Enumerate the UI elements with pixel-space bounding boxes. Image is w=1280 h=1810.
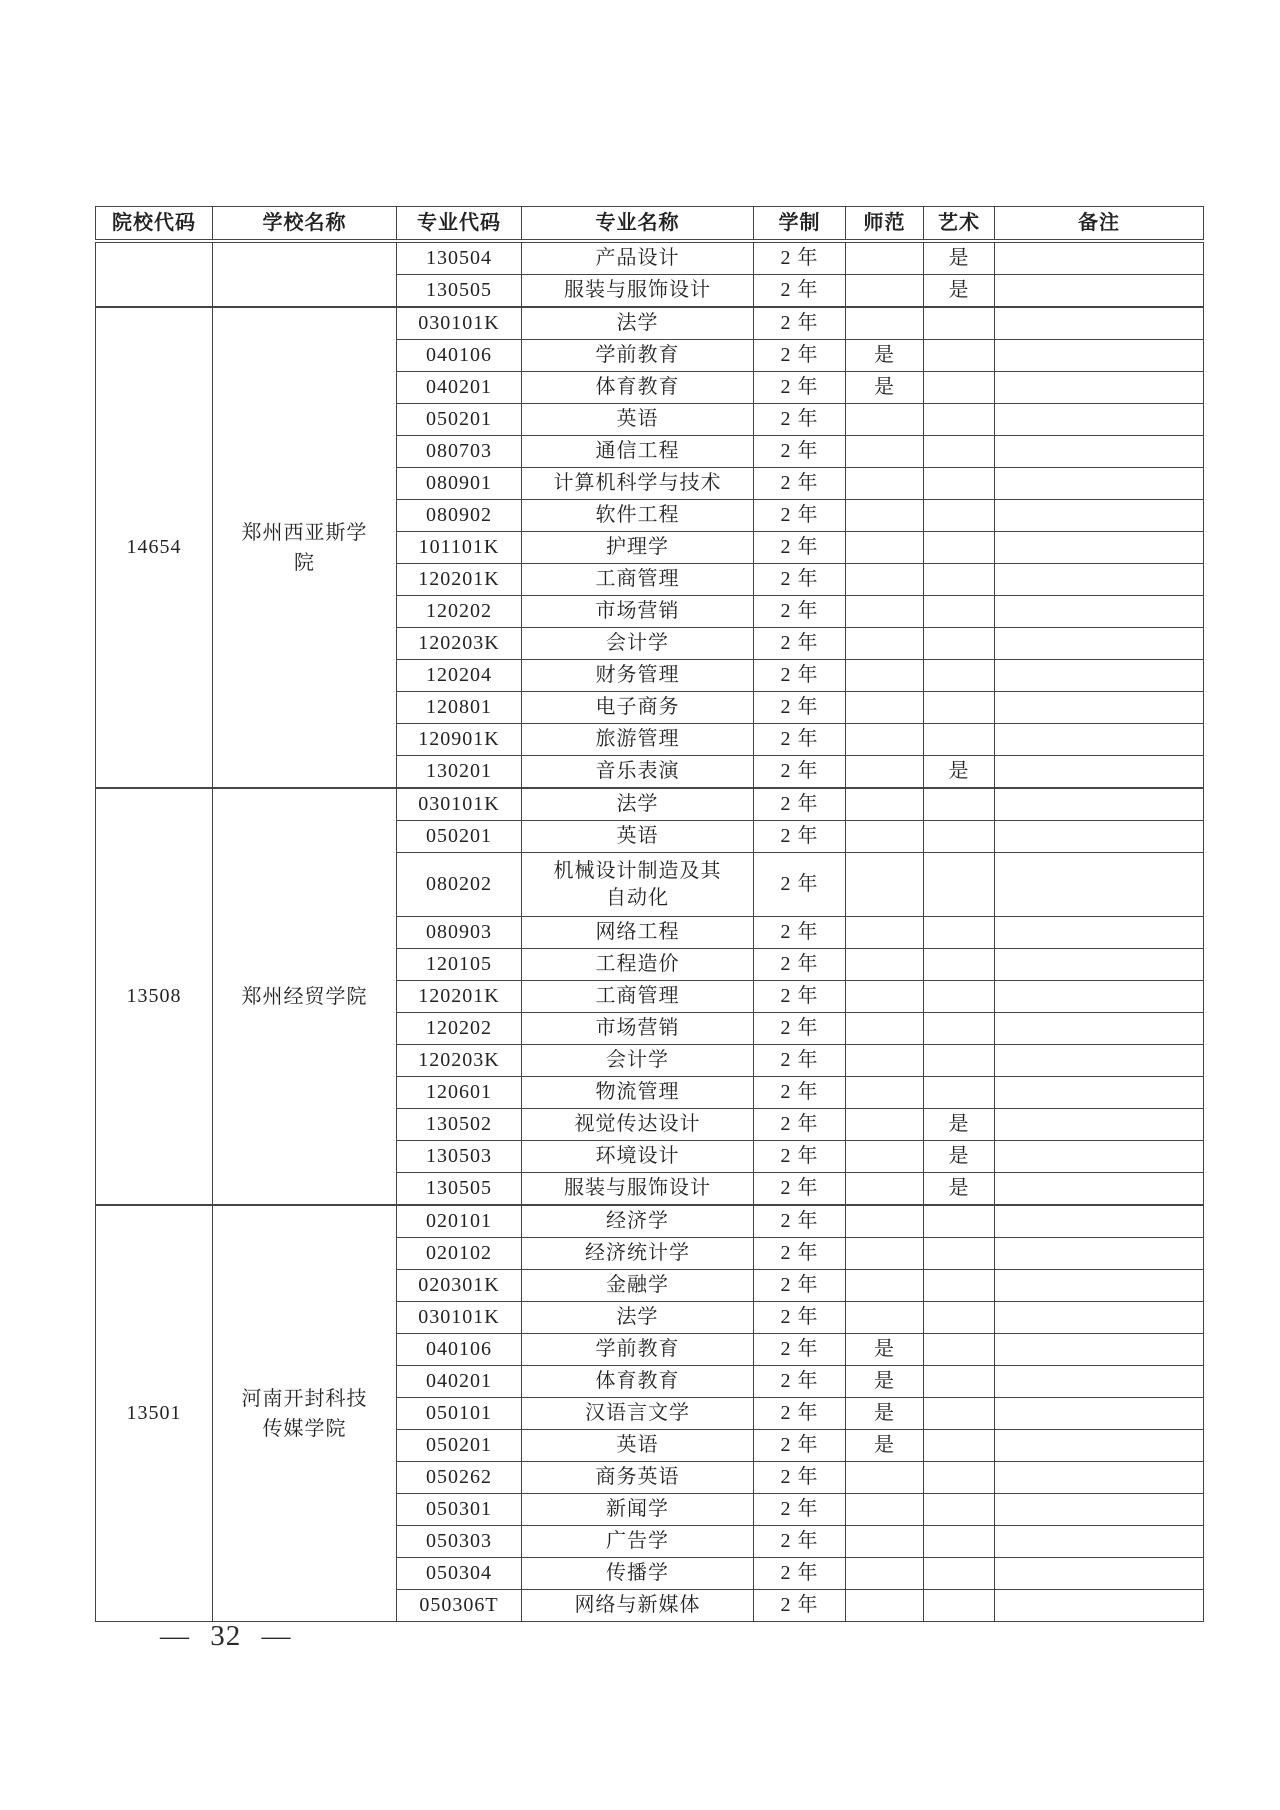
- major-code-cell: 120201K: [397, 981, 522, 1013]
- normal-flag-cell: 是: [846, 372, 924, 404]
- remark-cell: [995, 1238, 1204, 1270]
- remark-cell: [995, 1141, 1204, 1173]
- normal-flag-cell: [846, 1590, 924, 1622]
- table-row: [96, 788, 1204, 821]
- duration-cell: 2 年: [754, 564, 846, 596]
- remark-cell: [995, 1462, 1204, 1494]
- major-name-cell: 英语: [522, 1430, 754, 1462]
- art-flag-cell: [924, 724, 995, 756]
- major-name-cell: 体育教育: [522, 372, 754, 404]
- art-flag-cell: 是: [924, 1173, 995, 1206]
- column-header-4: 专业名称: [522, 207, 754, 242]
- major-code-cell: 050201: [397, 821, 522, 853]
- major-name-cell: 工程造价: [522, 949, 754, 981]
- duration-cell: 2 年: [754, 1398, 846, 1430]
- major-code-cell: 130503: [397, 1141, 522, 1173]
- normal-flag-cell: [846, 917, 924, 949]
- normal-flag-cell: [846, 1270, 924, 1302]
- remark-cell: [995, 340, 1204, 372]
- major-name-cell: 经济统计学: [522, 1238, 754, 1270]
- normal-flag-cell: 是: [846, 1334, 924, 1366]
- remark-cell: [995, 564, 1204, 596]
- major-code-cell: 030101K: [397, 1302, 522, 1334]
- school-code-cell: 14654: [96, 307, 213, 788]
- remark-cell: [995, 917, 1204, 949]
- major-name-cell: 传播学: [522, 1558, 754, 1590]
- duration-cell: 2 年: [754, 1494, 846, 1526]
- art-flag-cell: [924, 1302, 995, 1334]
- art-flag-cell: [924, 1462, 995, 1494]
- school-code-cell: 13501: [96, 1205, 213, 1622]
- school-name-text: 郑州经贸学院: [241, 985, 368, 1008]
- major-name-cell: 旅游管理: [522, 724, 754, 756]
- normal-flag-cell: [846, 756, 924, 789]
- normal-flag-cell: [846, 692, 924, 724]
- major-name-cell: 新闻学: [522, 1494, 754, 1526]
- normal-flag-cell: [846, 1462, 924, 1494]
- normal-flag-cell: [846, 660, 924, 692]
- major-name-cell: 英语: [522, 821, 754, 853]
- art-flag-cell: [924, 853, 995, 917]
- major-code-cell: 120202: [397, 1013, 522, 1045]
- normal-flag-cell: [846, 596, 924, 628]
- major-name-cell: 网络与新媒体: [522, 1590, 754, 1622]
- major-code-cell: 040201: [397, 1366, 522, 1398]
- art-flag-cell: [924, 1526, 995, 1558]
- remark-cell: [995, 1013, 1204, 1045]
- duration-cell: 2 年: [754, 1430, 846, 1462]
- remark-cell: [995, 756, 1204, 789]
- art-flag-cell: [924, 981, 995, 1013]
- duration-cell: 2 年: [754, 241, 846, 275]
- major-code-cell: 050303: [397, 1526, 522, 1558]
- column-header-7: 艺术: [924, 207, 995, 242]
- remark-cell: [995, 1430, 1204, 1462]
- major-code-cell: 130502: [397, 1109, 522, 1141]
- duration-cell: 2 年: [754, 1366, 846, 1398]
- remark-cell: [995, 1334, 1204, 1366]
- major-name-cell: 通信工程: [522, 436, 754, 468]
- major-name-cell: 经济学: [522, 1205, 754, 1238]
- normal-flag-cell: [846, 275, 924, 308]
- remark-cell: [995, 981, 1204, 1013]
- normal-flag-cell: [846, 564, 924, 596]
- duration-cell: 2 年: [754, 628, 846, 660]
- art-flag-cell: [924, 596, 995, 628]
- normal-flag-cell: [846, 1109, 924, 1141]
- remark-cell: [995, 275, 1204, 308]
- major-code-cell: 020301K: [397, 1270, 522, 1302]
- normal-flag-cell: [846, 307, 924, 340]
- art-flag-cell: [924, 532, 995, 564]
- remark-cell: [995, 1558, 1204, 1590]
- major-name-cell: 法学: [522, 1302, 754, 1334]
- art-flag-cell: [924, 949, 995, 981]
- remark-cell: [995, 436, 1204, 468]
- duration-cell: 2 年: [754, 821, 846, 853]
- major-code-cell: 020102: [397, 1238, 522, 1270]
- major-code-cell: 080703: [397, 436, 522, 468]
- major-name-cell: 电子商务: [522, 692, 754, 724]
- major-code-cell: 120203K: [397, 1045, 522, 1077]
- major-code-cell: 120801: [397, 692, 522, 724]
- table-header: [96, 207, 1204, 242]
- major-code-cell: 120601: [397, 1077, 522, 1109]
- major-code-cell: 080903: [397, 917, 522, 949]
- column-header-8: 备注: [995, 207, 1204, 242]
- duration-cell: 2 年: [754, 756, 846, 789]
- school-name-cell: [213, 307, 397, 788]
- remark-cell: [995, 1494, 1204, 1526]
- art-flag-cell: [924, 468, 995, 500]
- art-flag-cell: [924, 404, 995, 436]
- art-flag-cell: [924, 1013, 995, 1045]
- normal-flag-cell: [846, 468, 924, 500]
- school-name-text: 郑州西亚斯学院: [241, 521, 368, 574]
- major-code-cell: 040106: [397, 340, 522, 372]
- normal-flag-cell: [846, 821, 924, 853]
- major-code-cell: 050201: [397, 1430, 522, 1462]
- art-flag-cell: 是: [924, 241, 995, 275]
- duration-cell: 2 年: [754, 853, 846, 917]
- art-flag-cell: [924, 564, 995, 596]
- remark-cell: [995, 853, 1204, 917]
- duration-cell: 2 年: [754, 917, 846, 949]
- duration-cell: 2 年: [754, 1141, 846, 1173]
- major-code-cell: 120202: [397, 596, 522, 628]
- major-name-cell: 市场营销: [522, 596, 754, 628]
- duration-cell: 2 年: [754, 788, 846, 821]
- major-code-cell: 020101: [397, 1205, 522, 1238]
- remark-cell: [995, 1270, 1204, 1302]
- duration-cell: 2 年: [754, 724, 846, 756]
- major-code-cell: 050201: [397, 404, 522, 436]
- remark-cell: [995, 468, 1204, 500]
- art-flag-cell: [924, 340, 995, 372]
- duration-cell: 2 年: [754, 1077, 846, 1109]
- major-name-cell: 财务管理: [522, 660, 754, 692]
- duration-cell: 2 年: [754, 532, 846, 564]
- normal-flag-cell: [846, 1045, 924, 1077]
- header-row: [96, 207, 1204, 242]
- major-code-cell: 050304: [397, 1558, 522, 1590]
- remark-cell: [995, 241, 1204, 275]
- table-row: [96, 241, 1204, 275]
- remark-cell: [995, 1590, 1204, 1622]
- major-name-cell: 广告学: [522, 1526, 754, 1558]
- art-flag-cell: [924, 1398, 995, 1430]
- remark-cell: [995, 596, 1204, 628]
- major-name-cell: 环境设计: [522, 1141, 754, 1173]
- art-flag-cell: [924, 307, 995, 340]
- major-name-cell: 商务英语: [522, 1462, 754, 1494]
- school-code-cell: 13508: [96, 788, 213, 1205]
- art-flag-cell: [924, 1558, 995, 1590]
- normal-flag-cell: [846, 436, 924, 468]
- art-flag-cell: [924, 1045, 995, 1077]
- art-flag-cell: [924, 1205, 995, 1238]
- remark-cell: [995, 1077, 1204, 1109]
- normal-flag-cell: [846, 1205, 924, 1238]
- major-code-cell: 130201: [397, 756, 522, 789]
- art-flag-cell: 是: [924, 1141, 995, 1173]
- major-name-cell: 市场营销: [522, 1013, 754, 1045]
- major-code-cell: 050306T: [397, 1590, 522, 1622]
- major-name-cell: 服装与服饰设计: [522, 275, 754, 308]
- duration-cell: 2 年: [754, 1302, 846, 1334]
- normal-flag-cell: 是: [846, 1366, 924, 1398]
- table-row: [96, 1205, 1204, 1238]
- remark-cell: [995, 660, 1204, 692]
- duration-cell: 2 年: [754, 1526, 846, 1558]
- duration-cell: 2 年: [754, 1238, 846, 1270]
- major-name-cell: 体育教育: [522, 1366, 754, 1398]
- major-name-text: 机械设计制造及其自动化: [553, 859, 722, 909]
- remark-cell: [995, 788, 1204, 821]
- remark-cell: [995, 1366, 1204, 1398]
- duration-cell: 2 年: [754, 1109, 846, 1141]
- normal-flag-cell: [846, 532, 924, 564]
- major-name-cell: 产品设计: [522, 241, 754, 275]
- major-name-cell: 学前教育: [522, 340, 754, 372]
- remark-cell: [995, 949, 1204, 981]
- duration-cell: 2 年: [754, 596, 846, 628]
- major-name-cell: 网络工程: [522, 917, 754, 949]
- normal-flag-cell: 是: [846, 1398, 924, 1430]
- duration-cell: 2 年: [754, 1013, 846, 1045]
- major-code-cell: 050101: [397, 1398, 522, 1430]
- major-code-cell: 120201K: [397, 564, 522, 596]
- art-flag-cell: [924, 917, 995, 949]
- remark-cell: [995, 1045, 1204, 1077]
- normal-flag-cell: [846, 1173, 924, 1206]
- column-header-2: 学校名称: [213, 207, 397, 242]
- major-name-cell: 会计学: [522, 628, 754, 660]
- remark-cell: [995, 628, 1204, 660]
- duration-cell: 2 年: [754, 307, 846, 340]
- remark-cell: [995, 1398, 1204, 1430]
- duration-cell: 2 年: [754, 404, 846, 436]
- art-flag-cell: 是: [924, 275, 995, 308]
- major-name-cell: 汉语言文学: [522, 1398, 754, 1430]
- duration-cell: 2 年: [754, 1205, 846, 1238]
- normal-flag-cell: [846, 241, 924, 275]
- art-flag-cell: [924, 1590, 995, 1622]
- major-code-cell: 130505: [397, 275, 522, 308]
- major-code-cell: 030101K: [397, 307, 522, 340]
- table-container: [95, 206, 1204, 1622]
- duration-cell: 2 年: [754, 981, 846, 1013]
- remark-cell: [995, 532, 1204, 564]
- art-flag-cell: [924, 372, 995, 404]
- major-name-cell: 学前教育: [522, 1334, 754, 1366]
- major-name-cell: 视觉传达设计: [522, 1109, 754, 1141]
- major-name-cell: 软件工程: [522, 500, 754, 532]
- major-code-cell: 040201: [397, 372, 522, 404]
- duration-cell: 2 年: [754, 660, 846, 692]
- art-flag-cell: [924, 628, 995, 660]
- normal-flag-cell: [846, 1013, 924, 1045]
- major-name-cell: 音乐表演: [522, 756, 754, 789]
- school-name-cell: [213, 788, 397, 1205]
- normal-flag-cell: [846, 1494, 924, 1526]
- art-flag-cell: 是: [924, 1109, 995, 1141]
- duration-cell: 2 年: [754, 500, 846, 532]
- duration-cell: 2 年: [754, 372, 846, 404]
- art-flag-cell: [924, 821, 995, 853]
- page-number: — 32 —: [160, 1620, 292, 1652]
- column-header-3: 专业代码: [397, 207, 522, 242]
- major-code-cell: 080902: [397, 500, 522, 532]
- remark-cell: [995, 821, 1204, 853]
- school-name-cell: [213, 241, 397, 307]
- art-flag-cell: [924, 1077, 995, 1109]
- major-name-cell: 英语: [522, 404, 754, 436]
- normal-flag-cell: [846, 1558, 924, 1590]
- major-name-cell: 法学: [522, 307, 754, 340]
- art-flag-cell: [924, 1494, 995, 1526]
- majors-table: [95, 206, 1204, 1622]
- normal-flag-cell: [846, 1141, 924, 1173]
- duration-cell: 2 年: [754, 1590, 846, 1622]
- duration-cell: 2 年: [754, 340, 846, 372]
- major-code-cell: 080202: [397, 853, 522, 917]
- remark-cell: [995, 1526, 1204, 1558]
- normal-flag-cell: [846, 1238, 924, 1270]
- major-code-cell: 050262: [397, 1462, 522, 1494]
- major-code-cell: 030101K: [397, 788, 522, 821]
- art-flag-cell: [924, 1430, 995, 1462]
- remark-cell: [995, 1205, 1204, 1238]
- art-flag-cell: [924, 1366, 995, 1398]
- duration-cell: 2 年: [754, 949, 846, 981]
- major-name-cell: 护理学: [522, 532, 754, 564]
- table-body: [96, 241, 1204, 1622]
- major-name-cell: 金融学: [522, 1270, 754, 1302]
- school-name-cell: [213, 1205, 397, 1622]
- duration-cell: 2 年: [754, 1462, 846, 1494]
- remark-cell: [995, 404, 1204, 436]
- normal-flag-cell: [846, 1302, 924, 1334]
- duration-cell: 2 年: [754, 468, 846, 500]
- duration-cell: 2 年: [754, 1173, 846, 1206]
- major-name-cell: 会计学: [522, 1045, 754, 1077]
- art-flag-cell: [924, 1334, 995, 1366]
- duration-cell: 2 年: [754, 692, 846, 724]
- major-code-cell: 130504: [397, 241, 522, 275]
- major-code-cell: 130505: [397, 1173, 522, 1206]
- duration-cell: 2 年: [754, 1558, 846, 1590]
- major-name-cell: 服装与服饰设计: [522, 1173, 754, 1206]
- remark-cell: [995, 307, 1204, 340]
- remark-cell: [995, 500, 1204, 532]
- major-name-cell: [522, 853, 754, 917]
- art-flag-cell: [924, 692, 995, 724]
- normal-flag-cell: [846, 1077, 924, 1109]
- major-code-cell: 080901: [397, 468, 522, 500]
- column-header-5: 学制: [754, 207, 846, 242]
- school-name-text: 河南开封科技传媒学院: [241, 1387, 368, 1440]
- normal-flag-cell: [846, 949, 924, 981]
- column-header-1: 院校代码: [96, 207, 213, 242]
- art-flag-cell: [924, 436, 995, 468]
- duration-cell: 2 年: [754, 1334, 846, 1366]
- major-code-cell: 120203K: [397, 628, 522, 660]
- major-code-cell: 120901K: [397, 724, 522, 756]
- major-code-cell: 050301: [397, 1494, 522, 1526]
- remark-cell: [995, 692, 1204, 724]
- duration-cell: 2 年: [754, 1045, 846, 1077]
- major-name-cell: 法学: [522, 788, 754, 821]
- art-flag-cell: [924, 1270, 995, 1302]
- major-name-cell: 物流管理: [522, 1077, 754, 1109]
- normal-flag-cell: [846, 1526, 924, 1558]
- normal-flag-cell: [846, 500, 924, 532]
- art-flag-cell: [924, 1238, 995, 1270]
- remark-cell: [995, 1109, 1204, 1141]
- normal-flag-cell: [846, 981, 924, 1013]
- remark-cell: [995, 372, 1204, 404]
- normal-flag-cell: [846, 628, 924, 660]
- duration-cell: 2 年: [754, 436, 846, 468]
- major-name-cell: 计算机科学与技术: [522, 468, 754, 500]
- normal-flag-cell: 是: [846, 1430, 924, 1462]
- normal-flag-cell: [846, 788, 924, 821]
- major-name-cell: 工商管理: [522, 981, 754, 1013]
- remark-cell: [995, 1302, 1204, 1334]
- normal-flag-cell: [846, 404, 924, 436]
- art-flag-cell: [924, 660, 995, 692]
- normal-flag-cell: [846, 853, 924, 917]
- major-code-cell: 040106: [397, 1334, 522, 1366]
- art-flag-cell: [924, 788, 995, 821]
- normal-flag-cell: [846, 724, 924, 756]
- school-code-cell: [96, 241, 213, 307]
- major-name-cell: 工商管理: [522, 564, 754, 596]
- remark-cell: [995, 1173, 1204, 1206]
- duration-cell: 2 年: [754, 1270, 846, 1302]
- remark-cell: [995, 724, 1204, 756]
- art-flag-cell: 是: [924, 756, 995, 789]
- major-code-cell: 120204: [397, 660, 522, 692]
- duration-cell: 2 年: [754, 275, 846, 308]
- major-code-cell: 101101K: [397, 532, 522, 564]
- normal-flag-cell: 是: [846, 340, 924, 372]
- major-code-cell: 120105: [397, 949, 522, 981]
- column-header-6: 师范: [846, 207, 924, 242]
- art-flag-cell: [924, 500, 995, 532]
- table-row: [96, 307, 1204, 340]
